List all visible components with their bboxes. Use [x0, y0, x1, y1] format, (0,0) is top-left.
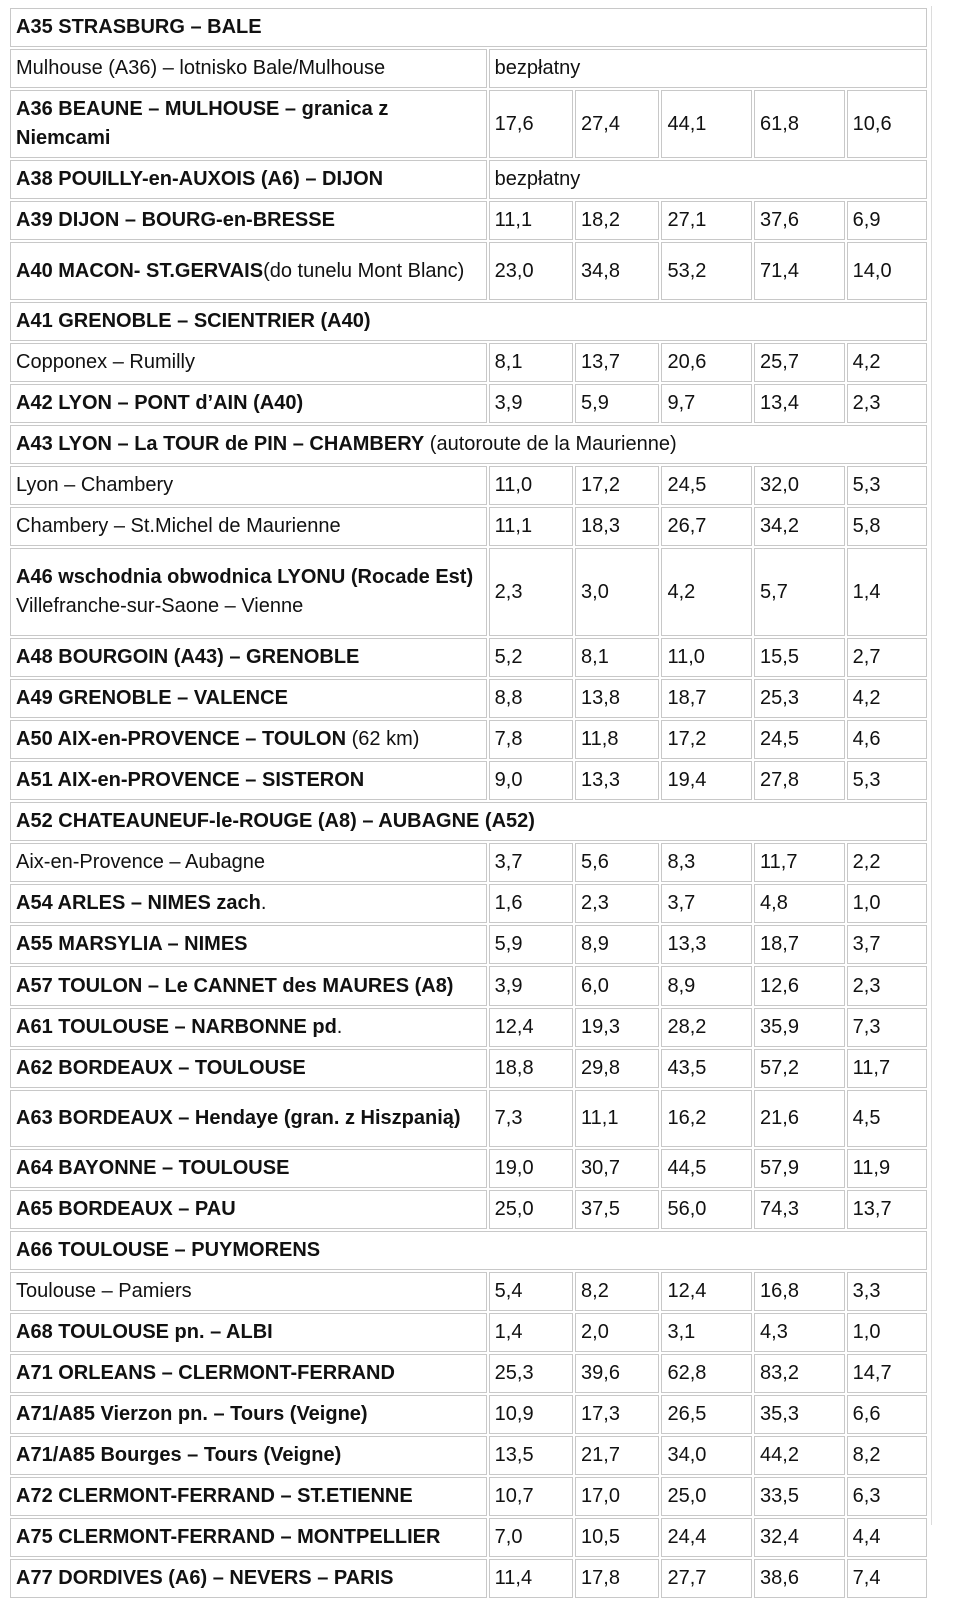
route-name-bold: A35 STRASBURG – BALE [16, 16, 262, 38]
table-row [10, 49, 927, 88]
route-name-cell [10, 1559, 487, 1598]
toll-value-cell: 3,1 [661, 1313, 752, 1352]
route-name-cell [10, 1477, 487, 1516]
toll-value-cell: 16,8 [754, 1272, 845, 1311]
toll-value-cell: 1,4 [489, 1313, 573, 1352]
toll-value-cell: 17,8 [575, 1559, 659, 1598]
toll-value-cell: 18,7 [754, 925, 845, 964]
route-name-text: Mulhouse (A36) – lotnisko Bale/Mulhouse [16, 57, 386, 79]
toll-value-cell: 23,0 [489, 242, 573, 300]
route-name-bold: A66 TOULOUSE – PUYMORENS [16, 1239, 321, 1261]
route-name-bold: A51 AIX-en-PROVENCE – SISTERON [16, 769, 365, 791]
route-name-bold: A42 LYON – PONT d’AIN (A40) [16, 392, 304, 414]
toll-value-cell: 2,0 [575, 1313, 659, 1352]
route-name-bold: A39 DIJON – BOURG-en-BRESSE [16, 209, 335, 231]
route-name-bold: A46 wschodnia obwodnica LYONU (Rocade Est) [16, 566, 474, 588]
toll-value-cell: 7,8 [489, 720, 573, 759]
route-name-cell [10, 90, 487, 158]
toll-value-cell: 16,2 [661, 1090, 752, 1147]
toll-value-cell: 57,2 [754, 1049, 845, 1088]
toll-value-cell: 8,3 [661, 843, 752, 882]
route-name-cell [10, 925, 487, 964]
route-name-cell [10, 966, 487, 1006]
toll-value-cell: 8,2 [575, 1272, 659, 1311]
route-name-text: . [260, 892, 267, 914]
toll-value-cell: 34,8 [575, 242, 659, 300]
toll-value-cell: 62,8 [661, 1354, 752, 1393]
toll-value-cell: 19,0 [489, 1149, 573, 1188]
toll-value-cell: 43,5 [661, 1049, 752, 1088]
route-name-cell [10, 1518, 487, 1557]
toll-table-container [8, 6, 929, 1600]
toll-value-cell: 2,3 [847, 384, 927, 423]
toll-value-cell: 44,1 [661, 90, 752, 158]
table-row [10, 1049, 927, 1088]
toll-value-cell: 10,6 [847, 90, 927, 158]
route-name-bold: A40 MACON- ST.GERVAIS [16, 259, 264, 282]
route-group-header [10, 8, 927, 47]
table-row [10, 720, 927, 759]
toll-value-cell: 8,1 [489, 343, 573, 382]
toll-value-cell: 44,5 [661, 1149, 752, 1188]
toll-value-cell: 17,2 [661, 720, 752, 759]
route-subsection-text: Villefranche-sur-Saone – Vienne [16, 595, 304, 617]
toll-value-cell: 27,7 [661, 1559, 752, 1598]
toll-value-cell: 4,6 [847, 720, 927, 759]
toll-value-cell: 12,6 [754, 966, 845, 1006]
toll-value-cell: 37,6 [754, 201, 845, 240]
toll-value-cell: 14,7 [847, 1354, 927, 1393]
route-name-bold: A71 ORLEANS – CLERMONT-FERRAND [16, 1362, 395, 1384]
toll-value-cell: 71,4 [754, 242, 845, 300]
toll-value-cell: 1,4 [847, 548, 927, 636]
toll-value-cell: 8,9 [661, 966, 752, 1006]
toll-free-note: bezpłatny [489, 160, 927, 199]
toll-value-cell: 28,2 [661, 1008, 752, 1047]
route-name-cell [10, 466, 487, 505]
toll-value-cell: 20,6 [661, 343, 752, 382]
toll-value-cell: 4,8 [754, 884, 845, 923]
table-row [10, 160, 927, 199]
toll-value-cell: 6,3 [847, 1477, 927, 1516]
route-name-bold: A43 LYON – La TOUR de PIN – CHAMBERY [16, 433, 425, 455]
route-name-cell [10, 201, 487, 240]
toll-value-cell: 3,3 [847, 1272, 927, 1311]
toll-value-cell: 13,3 [575, 761, 659, 800]
toll-value-cell: 11,4 [489, 1559, 573, 1598]
route-name-bold: A68 TOULOUSE pn. – ALBI [16, 1321, 273, 1343]
toll-value-cell: 4,5 [847, 1090, 927, 1147]
toll-value-cell: 6,9 [847, 201, 927, 240]
toll-value-cell: 4,4 [847, 1518, 927, 1557]
toll-value-cell: 56,0 [661, 1190, 752, 1229]
route-name-bold: A62 BORDEAUX – TOULOUSE [16, 1057, 306, 1079]
route-name-text: (62 km) [346, 728, 420, 750]
toll-value-cell: 39,6 [575, 1354, 659, 1393]
toll-value-cell: 17,6 [489, 90, 573, 158]
toll-value-cell: 33,5 [754, 1477, 845, 1516]
table-row [10, 343, 927, 382]
route-name-cell [10, 242, 487, 300]
route-name-text: Lyon – Chambery [16, 474, 174, 496]
table-row [10, 466, 927, 505]
route-name-text: Chambery – St.Michel de Maurienne [16, 515, 341, 537]
toll-value-cell: 4,2 [847, 679, 927, 718]
toll-value-cell: 24,4 [661, 1518, 752, 1557]
table-row [10, 1008, 927, 1047]
route-name-bold: A61 TOULOUSE – NARBONNE pd [16, 1016, 337, 1038]
toll-value-cell: 4,2 [661, 548, 752, 636]
route-name-bold: A48 BOURGOIN (A43) – GRENOBLE [16, 646, 360, 668]
toll-value-cell: 13,8 [575, 679, 659, 718]
toll-value-cell: 37,5 [575, 1190, 659, 1229]
toll-value-cell: 3,9 [489, 966, 573, 1006]
toll-value-cell: 15,5 [754, 638, 845, 677]
toll-value-cell: 30,7 [575, 1149, 659, 1188]
toll-value-cell: 17,3 [575, 1395, 659, 1434]
route-name-bold: A54 ARLES – NIMES zach [16, 892, 261, 914]
route-group-header [10, 302, 927, 341]
toll-value-cell: 7,0 [489, 1518, 573, 1557]
table-row [10, 1149, 927, 1188]
toll-value-cell: 61,8 [754, 90, 845, 158]
toll-value-cell: 9,0 [489, 761, 573, 800]
toll-value-cell: 8,2 [847, 1436, 927, 1475]
toll-value-cell: 12,4 [489, 1008, 573, 1047]
route-name-bold: A55 MARSYLIA – NIMES [16, 933, 248, 955]
route-name-cell [10, 1090, 487, 1147]
toll-value-cell: 25,3 [754, 679, 845, 718]
toll-value-cell: 32,4 [754, 1518, 845, 1557]
toll-value-cell: 24,5 [661, 466, 752, 505]
table-row [10, 1518, 927, 1557]
table-row [10, 302, 927, 341]
route-name-cell [10, 1049, 487, 1088]
toll-value-cell: 17,0 [575, 1477, 659, 1516]
toll-value-cell: 44,2 [754, 1436, 845, 1475]
route-name-cell [10, 1272, 487, 1311]
toll-value-cell: 3,7 [489, 843, 573, 882]
route-name-cell [10, 1436, 487, 1475]
toll-value-cell: 17,2 [575, 466, 659, 505]
page-margin-band [931, 6, 958, 1525]
toll-value-cell: 5,6 [575, 843, 659, 882]
route-name-cell [10, 1149, 487, 1188]
toll-value-cell: 13,7 [575, 343, 659, 382]
route-name-cell [10, 1313, 487, 1352]
toll-value-cell: 6,0 [575, 966, 659, 1006]
motorway-toll-table [8, 6, 929, 1600]
route-name-bold: A57 TOULON – Le CANNET des MAURES (A8) [16, 974, 454, 997]
table-row [10, 1559, 927, 1598]
toll-value-cell: 25,0 [661, 1477, 752, 1516]
route-name-cell [10, 507, 487, 546]
toll-value-cell: 19,4 [661, 761, 752, 800]
route-name-bold: A36 BEAUNE – MULHOUSE – granica z Niemcami [16, 98, 389, 149]
route-name-text: . [336, 1016, 343, 1038]
toll-value-cell: 11,7 [847, 1049, 927, 1088]
toll-table-body [10, 8, 927, 1598]
route-name-text: (do tunelu Mont Blanc) [263, 259, 465, 282]
toll-value-cell: 19,3 [575, 1008, 659, 1047]
toll-value-cell: 1,6 [489, 884, 573, 923]
route-name-cell [10, 384, 487, 423]
toll-value-cell: 34,2 [754, 507, 845, 546]
toll-value-cell: 2,3 [489, 548, 573, 636]
toll-value-cell: 7,3 [847, 1008, 927, 1047]
toll-value-cell: 10,5 [575, 1518, 659, 1557]
toll-value-cell: 11,0 [661, 638, 752, 677]
route-name-bold: A71/A85 Vierzon pn. – Tours (Veigne) [16, 1403, 368, 1425]
toll-value-cell: 3,7 [661, 884, 752, 923]
route-name-text: Toulouse – Pamiers [16, 1280, 192, 1302]
route-name-cell [10, 1008, 487, 1047]
toll-value-cell: 13,7 [847, 1190, 927, 1229]
route-name-cell [10, 160, 487, 199]
route-name-text: (autoroute de la Maurienne) [424, 433, 677, 455]
toll-value-cell: 7,3 [489, 1090, 573, 1147]
toll-value-cell: 7,4 [847, 1559, 927, 1598]
table-row [10, 90, 927, 158]
table-row [10, 384, 927, 423]
toll-value-cell: 27,8 [754, 761, 845, 800]
toll-value-cell: 11,1 [489, 507, 573, 546]
route-name-cell [10, 343, 487, 382]
toll-value-cell: 5,4 [489, 1272, 573, 1311]
route-name-cell [10, 1354, 487, 1393]
route-name-cell [10, 843, 487, 882]
table-row [10, 8, 927, 47]
table-row [10, 1313, 927, 1352]
table-row [10, 638, 927, 677]
route-group-header [10, 802, 927, 841]
toll-value-cell: 25,0 [489, 1190, 573, 1229]
route-name-cell [10, 679, 487, 718]
toll-value-cell: 35,3 [754, 1395, 845, 1434]
toll-value-cell: 35,9 [754, 1008, 845, 1047]
toll-value-cell: 3,0 [575, 548, 659, 636]
route-name-bold: A38 POUILLY-en-AUXOIS (A6) – DIJON [16, 168, 384, 190]
toll-value-cell: 2,3 [575, 884, 659, 923]
route-name-bold: A71/A85 Bourges – Tours (Veigne) [16, 1444, 342, 1466]
toll-value-cell: 11,1 [575, 1090, 659, 1147]
table-row [10, 425, 927, 464]
toll-value-cell: 8,8 [489, 679, 573, 718]
toll-value-cell: 5,8 [847, 507, 927, 546]
toll-value-cell: 27,1 [661, 201, 752, 240]
toll-value-cell: 53,2 [661, 242, 752, 300]
route-name-text: Copponex – Rumilly [16, 351, 195, 373]
route-name-cell [10, 638, 487, 677]
route-name-bold: A50 AIX-en-PROVENCE – TOULON [16, 728, 347, 750]
route-name-bold: A64 BAYONNE – TOULOUSE [16, 1157, 290, 1179]
table-row [10, 1354, 927, 1393]
route-name-cell [10, 548, 487, 636]
toll-value-cell: 83,2 [754, 1354, 845, 1393]
route-name-text: Aix-en-Provence – Aubagne [16, 851, 266, 873]
table-row [10, 242, 927, 300]
toll-value-cell: 5,3 [847, 466, 927, 505]
table-row [10, 679, 927, 718]
table-row [10, 201, 927, 240]
table-row [10, 966, 927, 1006]
toll-value-cell: 5,3 [847, 761, 927, 800]
toll-value-cell: 13,3 [661, 925, 752, 964]
toll-value-cell: 6,6 [847, 1395, 927, 1434]
toll-value-cell: 5,9 [489, 925, 573, 964]
toll-value-cell: 25,7 [754, 343, 845, 382]
toll-value-cell: 26,5 [661, 1395, 752, 1434]
toll-value-cell: 4,3 [754, 1313, 845, 1352]
table-row [10, 1090, 927, 1147]
table-row [10, 761, 927, 800]
toll-free-note: bezpłatny [489, 49, 927, 88]
toll-value-cell: 2,2 [847, 843, 927, 882]
toll-value-cell: 11,7 [754, 843, 845, 882]
toll-value-cell: 5,7 [754, 548, 845, 636]
toll-value-cell: 1,0 [847, 884, 927, 923]
table-row [10, 1190, 927, 1229]
toll-value-cell: 5,2 [489, 638, 573, 677]
route-name-cell [10, 1190, 487, 1229]
toll-value-cell: 8,9 [575, 925, 659, 964]
toll-value-cell: 1,0 [847, 1313, 927, 1352]
route-name-bold: A49 GRENOBLE – VALENCE [16, 687, 288, 709]
toll-value-cell: 11,9 [847, 1149, 927, 1188]
toll-value-cell: 24,5 [754, 720, 845, 759]
toll-value-cell: 11,0 [489, 466, 573, 505]
toll-value-cell: 8,1 [575, 638, 659, 677]
toll-value-cell: 21,7 [575, 1436, 659, 1475]
toll-value-cell: 18,3 [575, 507, 659, 546]
route-name-cell [10, 1395, 487, 1434]
table-row [10, 1231, 927, 1270]
toll-value-cell: 4,2 [847, 343, 927, 382]
toll-value-cell: 11,1 [489, 201, 573, 240]
route-group-header [10, 425, 927, 464]
toll-value-cell: 12,4 [661, 1272, 752, 1311]
table-row [10, 802, 927, 841]
table-row [10, 925, 927, 964]
toll-value-cell: 74,3 [754, 1190, 845, 1229]
toll-value-cell: 34,0 [661, 1436, 752, 1475]
table-row [10, 884, 927, 923]
table-row [10, 1436, 927, 1475]
route-name-cell [10, 884, 487, 923]
route-name-bold: A63 BORDEAUX – Hendaye (gran. z Hiszpanią) [16, 1107, 461, 1129]
route-name-cell [10, 761, 487, 800]
route-name-bold: A52 CHATEAUNEUF-le-ROUGE (A8) – AUBAGNE (A52) [16, 810, 535, 832]
toll-value-cell: 32,0 [754, 466, 845, 505]
route-group-header [10, 1231, 927, 1270]
table-row [10, 843, 927, 882]
route-name-bold: A65 BORDEAUX – PAU [16, 1198, 236, 1220]
toll-value-cell: 11,8 [575, 720, 659, 759]
route-name-cell [10, 720, 487, 759]
route-name-cell [10, 49, 487, 88]
route-name-bold: A41 GRENOBLE – SCIENTRIER (A40) [16, 310, 371, 332]
toll-value-cell: 5,9 [575, 384, 659, 423]
toll-value-cell: 25,3 [489, 1354, 573, 1393]
toll-value-cell: 10,7 [489, 1477, 573, 1516]
toll-value-cell: 10,9 [489, 1395, 573, 1434]
toll-value-cell: 2,3 [847, 966, 927, 1006]
table-row [10, 548, 927, 636]
toll-value-cell: 29,8 [575, 1049, 659, 1088]
table-row [10, 1395, 927, 1434]
toll-value-cell: 18,2 [575, 201, 659, 240]
toll-value-cell: 57,9 [754, 1149, 845, 1188]
toll-value-cell: 26,7 [661, 507, 752, 546]
toll-value-cell: 13,5 [489, 1436, 573, 1475]
table-row [10, 507, 927, 546]
toll-value-cell: 2,7 [847, 638, 927, 677]
table-row [10, 1477, 927, 1516]
toll-value-cell: 18,8 [489, 1049, 573, 1088]
toll-value-cell: 14,0 [847, 242, 927, 300]
toll-value-cell: 9,7 [661, 384, 752, 423]
table-row [10, 1272, 927, 1311]
route-name-bold: A72 CLERMONT-FERRAND – ST.ETIENNE [16, 1485, 413, 1507]
toll-value-cell: 3,7 [847, 925, 927, 964]
toll-value-cell: 18,7 [661, 679, 752, 718]
toll-value-cell: 21,6 [754, 1090, 845, 1147]
toll-value-cell: 13,4 [754, 384, 845, 423]
toll-value-cell: 3,9 [489, 384, 573, 423]
route-name-bold: A77 DORDIVES (A6) – NEVERS – PARIS [16, 1567, 394, 1589]
toll-value-cell: 38,6 [754, 1559, 845, 1598]
toll-value-cell: 27,4 [575, 90, 659, 158]
route-name-bold: A75 CLERMONT-FERRAND – MONTPELLIER [16, 1526, 441, 1548]
